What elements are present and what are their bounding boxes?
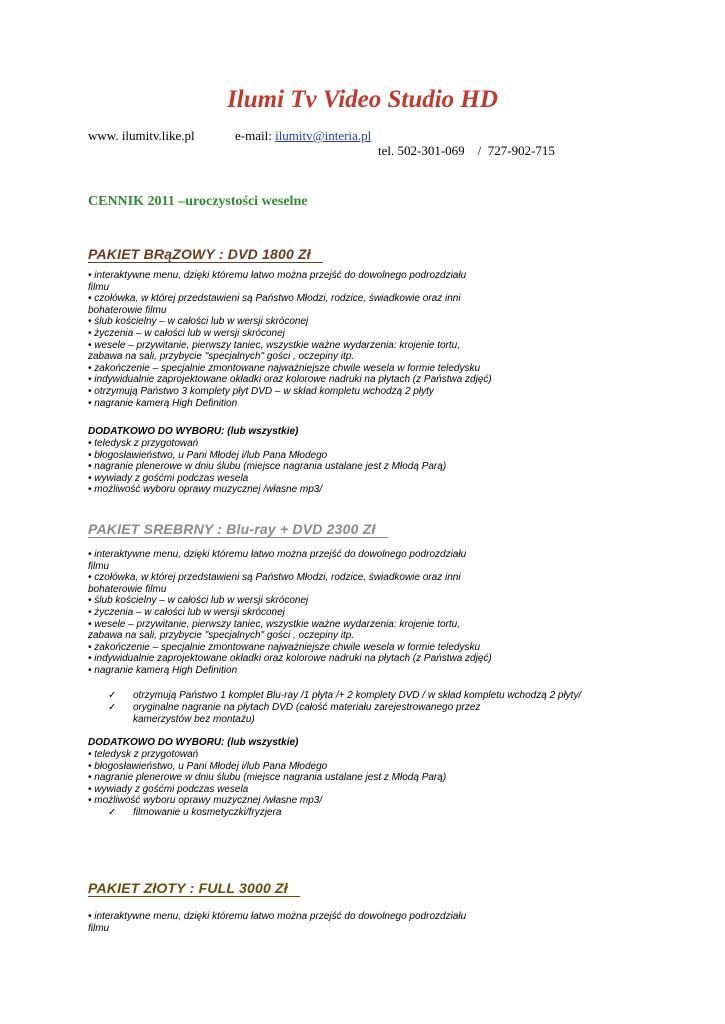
list-item: • wywiady z gośćmi podczas wesela [88,783,249,795]
list-item: • życzenia – w całości lub w wersji skróconej [88,606,285,618]
list-item: • zakończenie – specjalnie zmontowane najważniejsze chwile wesela w formie teledysku [88,641,481,653]
list-item: • błogosławieństwo, u Pani Młodej i/lub Pana Młodego [88,449,328,461]
list-item: • czołówka, w której przedstawieni są Państwo Młodzi, rodzice, świadkowie oraz inni [88,293,461,305]
package-gold-title: PAKIET ZłOTY : FULL 3000 Zł [88,880,300,897]
package-gold-items [88,911,466,934]
check-icon: ✓ [108,807,117,818]
list-item: • indywidualnie zaprojektowane okładki oraz kolorowe nadruki na płytach (z Państwa zdjęć) [88,374,492,386]
list-item: • możliwość wyboru oprawy muzycznej /własne mp3/ [88,795,323,807]
list-item: • interaktywne menu, dzięki któremu łatwo można przejść do dowolnego podrozdziału [88,911,467,922]
package-silver-extras [88,749,446,807]
list-item: • indywidualnie zaprojektowane okładki oraz kolorowe nadruki na płytach (z Państwa zdjęć) [88,653,492,665]
email-label: e-mail: [235,128,272,143]
list-item: • wywiady z gośćmi podczas wesela [88,472,249,484]
list-item: zabawa na sali, przybycie "specjalnych" gości , oczepiny itp. [88,351,355,363]
list-item: • czołówka, w której przedstawieni są Państwo Młodzi, rodzice, świadkowie oraz inni [88,572,461,584]
package-bronze-items [88,270,492,409]
list-item: • nagranie plenerowe w dniu ślubu (miejsce nagrania ustalane jest z Młodą Parą) [88,772,447,784]
list-item: • teledysk z przygotowań [88,438,199,449]
package-silver-title: PAKIET SREBRNY : Blu-ray + DVD 2300 Zł [88,521,388,538]
package-bronze-extras-title: DODATKOWO DO WYBORU: (lub wszystkie) [88,426,299,437]
package-silver-items [88,549,492,677]
check-icon: ✓ [108,702,117,713]
silver-extra-check-item: filmowanie u kosmetyczki/fryzjera [133,807,282,818]
email-block [235,128,371,144]
list-item: • nagranie kamerą High Definition [88,664,238,676]
silver-check-item: oryginalne nagranie na płytach DVD (całość materiału zarejestrowanego przez [133,702,481,713]
list-item: zabawa na sali, przybycie "specjalnych" gości , oczepiny itp. [88,630,355,642]
check-icon: ✓ [108,690,117,701]
website-text: www. ilumitv.like.pl [88,128,195,143]
list-item: • błogosławieństwo, u Pani Młodej i/lub Pana Młodego [88,760,328,772]
package-silver-extras-title: DODATKOWO DO WYBORU: (lub wszystkie) [88,737,299,748]
phone-text: tel. 502-301-069 / 727-902-715 [378,143,555,158]
price-list-heading: CENNIK 2011 –uroczystości weselne [88,194,308,209]
list-item: • interaktywne menu, dzięki któremu łatwo można przejść do dowolnego podrozdziału [88,549,467,560]
list-item: • nagranie kamerą High Definition [88,397,238,409]
list-item: • możliwość wyboru oprawy muzycznej /własne mp3/ [88,484,323,496]
list-item: filmu [88,922,110,934]
list-item: • zakończenie – specjalnie zmontowane najważniejsze chwile wesela w formie teledysku [88,362,481,374]
package-bronze-extras [88,438,446,496]
list-item: • wesele – przywitanie, pierwszy taniec, wszystkie ważne wydarzenia: krojenie tortu, [88,339,460,351]
silver-check-item: otrzymują Państwo 1 komplet Blu-ray /1 płyta /+ 2 komplety DVD / w skład kompletu wchodzą 2 płyty/ [133,690,582,701]
list-item: • życzenia – w całości lub w wersji skróconej [88,327,285,339]
list-item: • wesele – przywitanie, pierwszy taniec, wszystkie ważne wydarzenia: krojenie tortu, [88,618,460,630]
silver-check-item-continued: kamerzystów bez montażu) [133,714,255,725]
list-item: • nagranie plenerowe w dniu ślubu (miejsce nagrania ustalane jest z Młodą Parą) [88,461,447,473]
email-link[interactable]: ilumitv@interia.pl [275,128,372,143]
list-item: • interaktywne menu, dzięki któremu łatwo można przejść do dowolnego podrozdziału [88,270,467,281]
list-item: • otrzymują Państwo 3 komplety płyt DVD – w skład kompletu wchodzą 2 płyty [88,385,434,397]
list-item: filmu [88,281,110,293]
list-item: • teledysk z przygotowań [88,749,199,760]
list-item: • ślub kościelny – w całości lub w wersji skróconej [88,595,309,607]
package-bronze-title: PAKIET BRąZOWY : DVD 1800 Zł [88,246,323,263]
list-item: bohaterowie filmu [88,304,167,316]
page-title: Ilumi Tv Video Studio HD [227,86,498,113]
list-item: filmu [88,560,110,572]
list-item: bohaterowie filmu [88,583,167,595]
list-item: • ślub kościelny – w całości lub w wersji skróconej [88,316,309,328]
